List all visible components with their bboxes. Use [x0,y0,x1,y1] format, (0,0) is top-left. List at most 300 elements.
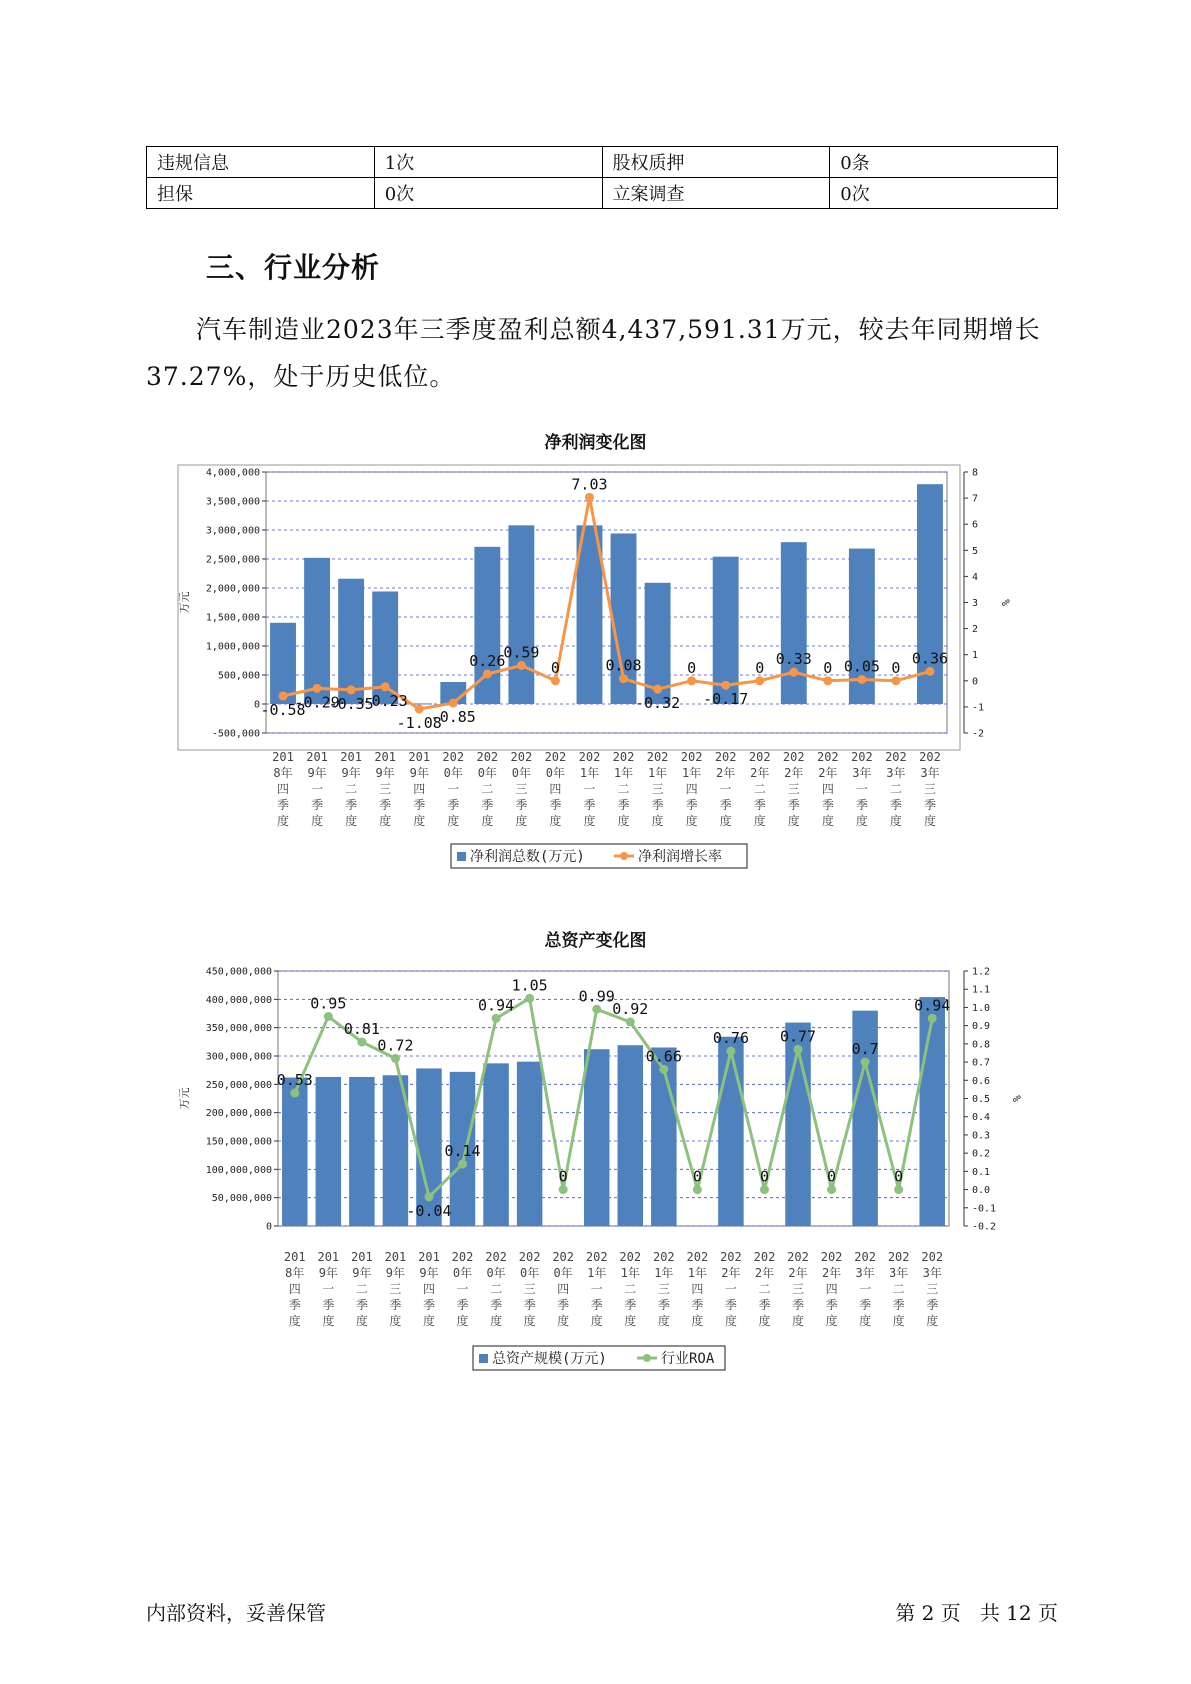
y-tick-label: 200,000,000 [205,1108,272,1120]
data-label: -0.58 [260,700,306,719]
line-point [894,1185,903,1194]
x-tick-label: 202 [510,750,533,764]
x-tick-label: 季 [379,798,392,812]
x-tick-label: 季 [753,798,766,812]
x-tick-label: 1年 [587,1266,607,1280]
x-tick-label: 202 [782,750,805,764]
x-tick-label: 季 [557,1298,570,1312]
x-tick-label: 三 [787,782,800,796]
table-cell: 立案调查 [602,178,830,209]
data-label: -0.23 [362,691,408,710]
y2-tick-label: 6 [972,519,979,531]
x-tick-label: 201 [408,750,431,764]
y-tick-label: 1,500,000 [205,612,260,624]
x-tick-label: 季 [657,1298,670,1312]
bar [316,1077,341,1226]
data-label: -0.04 [406,1201,452,1220]
y2-tick-label: 5 [972,545,979,557]
x-tick-label: 0年 [545,766,566,780]
y2-tick-label: 0.8 [972,1039,991,1051]
x-tick-label: 季 [311,798,324,812]
x-tick-label: 一 [724,1282,737,1296]
line-point [928,1014,937,1023]
line-point [760,1185,769,1194]
x-tick-label: 季 [685,798,698,812]
assets-chart [0,955,1191,1385]
footer-page-info: 第 2 页 共 12 页 [895,1601,1058,1625]
data-label: -0.35 [328,694,374,713]
x-tick-label: 202 [885,750,907,764]
y-tick-label: 3,500,000 [205,496,260,508]
x-tick-label: 201 [340,750,362,764]
data-label: 0.94 [478,996,515,1015]
y-tick-label: -500,000 [211,728,260,740]
x-tick-label: 一 [859,1282,872,1296]
line-point [592,1005,601,1014]
x-tick-label: 四 [685,782,698,796]
x-tick-label: 0年 [452,1266,473,1280]
legend-bar-swatch [479,1354,488,1363]
x-tick-label: 季 [288,1298,301,1312]
x-tick-label: 1年 [579,766,600,780]
data-label: 0.95 [310,994,347,1013]
bar [781,542,807,704]
x-tick-label: 3年 [889,1266,909,1280]
bar [618,1045,643,1226]
data-label: 0 [894,1167,904,1186]
x-tick-label: 季 [892,1298,905,1312]
x-tick-label: 季 [277,798,290,812]
table-cell: 0条 [830,147,1058,178]
x-tick-label: 季 [345,798,358,812]
x-tick-label: 2年 [821,1266,842,1280]
x-tick-label: 三 [389,1282,402,1296]
line-point [559,1185,568,1194]
x-tick-label: 9年 [307,766,327,780]
x-tick-label: 季 [724,1298,737,1312]
x-tick-label: 3年 [852,766,872,780]
data-label: -0.85 [430,707,476,726]
y2-tick-label: 0.5 [972,1094,991,1105]
x-tick-label: 度 [422,1314,435,1328]
x-tick-label: 202 [680,750,703,764]
x-tick-label: 度 [515,814,528,828]
x-tick-label: 202 [485,1250,507,1264]
x-tick-label: 四 [422,1282,435,1296]
x-tick-label: 三 [923,782,936,796]
x-tick-label: 202 [686,1250,709,1264]
legend-line-marker [620,852,628,860]
line-point [551,676,560,685]
x-tick-label: 季 [825,1298,838,1312]
x-tick-label: 度 [583,814,596,828]
x-tick-label: 季 [322,1298,335,1312]
line-point [279,691,288,700]
x-tick-label: 度 [892,1314,905,1328]
line-point [449,698,458,707]
line-point [653,685,662,694]
x-tick-label: 一 [447,782,460,796]
y2-tick-label: 1 [972,650,979,662]
x-tick-label: 四 [549,782,562,796]
x-tick-label: 201 [306,750,328,764]
line-point [391,1054,400,1063]
x-tick-label: 度 [859,1314,872,1328]
x-tick-label: 度 [322,1314,335,1328]
x-tick-label: 度 [691,1314,704,1328]
x-tick-label: 度 [288,1314,301,1328]
x-tick-label: 2年 [818,766,838,780]
line-point [585,493,594,502]
data-label: 0 [692,1167,702,1186]
x-tick-label: 季 [792,1298,805,1312]
data-label: 0.81 [343,1020,380,1039]
x-tick-label: 四 [821,782,834,796]
x-tick-label: 四 [288,1282,301,1296]
x-tick-label: 1年 [647,766,668,780]
x-tick-label: 季 [583,798,596,812]
x-tick-label: 四 [557,1282,570,1296]
line-point [324,1012,333,1021]
data-label: 0 [759,1167,769,1186]
x-tick-label: 度 [549,814,562,828]
x-tick-label: 202 [854,1250,876,1264]
x-tick-label: 202 [585,1250,608,1264]
x-tick-label: 季 [490,1298,503,1312]
x-tick-label: 季 [413,798,426,812]
bar [718,1037,743,1226]
x-tick-label: 202 [714,750,737,764]
x-tick-label: 9年 [409,766,429,780]
y-axis-title: 万元 [178,1087,191,1110]
y2-tick-label: 0.9 [972,1021,991,1033]
y2-tick-label: 4 [972,571,979,583]
x-tick-label: 度 [926,1314,939,1328]
x-tick-label: 202 [442,750,465,764]
x-tick-label: 度 [758,1314,771,1328]
data-label: 0.92 [612,1000,649,1018]
line-point [483,670,492,679]
x-tick-label: 季 [758,1298,771,1312]
y-tick-label: 2,500,000 [205,554,260,566]
x-tick-label: 季 [624,1298,637,1312]
x-tick-label: 季 [719,798,732,812]
y2-axis-title: % [999,599,1012,606]
info-table [146,146,1058,209]
x-tick-label: 三 [515,782,528,796]
x-tick-label: 度 [311,814,324,828]
x-tick-label: 9年 [375,766,395,780]
data-label: 0.14 [444,1142,481,1161]
x-tick-label: 一 [456,1282,469,1296]
x-tick-label: 0年 [443,766,463,780]
x-tick-label: 季 [855,798,868,812]
line-point [424,1192,433,1201]
x-tick-label: 季 [787,798,800,812]
x-tick-label: 季 [923,798,936,812]
x-tick-label: 季 [515,798,528,812]
profit-chart [0,455,1191,905]
x-tick-label: 201 [374,750,397,764]
x-tick-label: 度 [389,1314,402,1328]
x-tick-label: 201 [283,1250,306,1264]
x-tick-label: 9年 [352,1266,372,1280]
y2-tick-label: 1.0 [972,1002,991,1014]
line-point [861,1058,870,1067]
data-label: 0.59 [503,643,540,662]
x-tick-label: 度 [617,814,630,828]
y2-tick-label: 1.1 [972,984,991,996]
bar [584,1049,609,1226]
x-tick-label: 8年 [285,1266,305,1280]
data-label: -0.29 [294,693,340,712]
x-tick-label: 一 [855,782,868,796]
section-heading: 三、行业分析 [206,251,381,284]
data-label: -0.32 [634,694,681,713]
line-point [827,1185,836,1194]
y-tick-label: 150,000,000 [205,1136,272,1148]
line-point [693,1185,702,1194]
chart-title-assets: 总资产变化图 [544,931,647,951]
x-tick-label: 二 [624,1282,637,1296]
y-tick-label: 2,000,000 [205,583,260,595]
line-point [492,1014,501,1023]
data-label: 0 [687,658,697,677]
x-tick-label: 二 [355,1282,368,1296]
x-tick-label: 2年 [788,1266,808,1280]
line-point [721,681,730,690]
x-tick-label: 度 [685,814,698,828]
y-tick-label: 300,000,000 [205,1051,272,1063]
x-tick-label: 度 [490,1314,503,1328]
x-tick-label: 度 [355,1314,368,1328]
x-tick-label: 季 [481,798,494,812]
x-tick-label: 1年 [613,766,634,780]
x-tick-label: 3年 [855,1266,875,1280]
x-tick-label: 二 [753,782,766,796]
x-tick-label: 一 [590,1282,603,1296]
x-tick-label: 季 [389,1298,402,1312]
x-tick-label: 季 [926,1298,939,1312]
x-tick-label: 201 [272,750,294,764]
line-point [925,667,934,676]
y-tick-label: 4,000,000 [205,467,260,479]
table-cell: 股权质押 [602,147,830,178]
data-label: 0 [558,1167,568,1186]
x-tick-label: 二 [617,782,630,796]
y-tick-label: 0 [253,699,260,711]
x-tick-label: 1年 [620,1266,640,1280]
y2-tick-label: 3 [972,598,979,609]
x-tick-label: 3年 [886,766,906,780]
y2-tick-label: -0.2 [972,1221,997,1233]
x-tick-label: 度 [651,814,664,828]
legend-bar-label: 总资产规模(万元) [492,1351,607,1367]
line-point [891,676,900,685]
x-tick-label: 3年 [920,766,940,780]
y-tick-label: 350,000,000 [205,1023,272,1035]
line-point [626,1018,635,1027]
x-tick-label: 季 [422,1298,435,1312]
x-tick-label: 202 [451,1250,474,1264]
x-tick-label: 季 [549,798,562,812]
y-tick-label: 500,000 [217,670,260,682]
data-label: 0.72 [377,1036,414,1055]
x-tick-label: 一 [583,782,596,796]
bar [919,997,944,1226]
y-tick-label: 0 [265,1221,272,1233]
x-tick-label: 0年 [553,1266,573,1280]
line-point [517,661,526,670]
x-tick-label: 202 [851,750,873,764]
legend-line-marker [643,1354,651,1362]
line-point [755,676,764,685]
x-tick-label: 202 [652,1250,675,1264]
x-tick-label: 三 [792,1282,805,1296]
bar [508,525,534,704]
x-tick-label: 度 [456,1314,469,1328]
x-tick-label: 0年 [511,766,531,780]
x-tick-label: 2年 [784,766,804,780]
line-point [415,704,424,713]
data-label: 0.08 [605,656,642,675]
x-tick-label: 二 [889,782,902,796]
data-label: 0.26 [469,652,506,671]
x-tick-label: 0年 [477,766,497,780]
x-tick-label: 四 [691,1282,704,1296]
x-tick-label: 202 [619,1250,642,1264]
chart-title-profit: 净利润变化图 [544,433,647,453]
y-tick-label: 400,000,000 [205,994,272,1006]
table-row [147,147,1058,178]
y2-tick-label: -0.1 [972,1203,997,1215]
data-label: 0 [891,658,901,677]
x-tick-label: 9年 [385,1266,406,1280]
x-tick-label: 9年 [341,766,361,780]
x-tick-label: 202 [753,1250,776,1264]
x-tick-label: 202 [544,750,567,764]
y2-tick-label: 0.4 [972,1112,991,1124]
legend-line-label: 行业ROA [661,1351,715,1367]
x-tick-label: 202 [887,1250,910,1264]
y2-tick-label: 8 [972,467,979,479]
line-point [458,1160,467,1169]
x-tick-label: 202 [720,1250,742,1264]
x-tick-label: 季 [691,1298,704,1312]
x-tick-label: 202 [612,750,635,764]
line-point [357,1038,366,1047]
x-tick-label: 季 [651,798,664,812]
x-tick-label: 度 [753,814,766,828]
x-tick-label: 3年 [922,1266,942,1280]
y2-axis-title: % [1010,1095,1023,1102]
x-tick-label: 度 [787,814,800,828]
x-tick-label: 2年 [754,1266,775,1280]
x-tick-label: 二 [758,1282,771,1296]
y2-tick-label: 0.6 [972,1075,991,1087]
bar [483,1063,508,1226]
x-tick-label: 度 [277,814,290,828]
data-label: 0 [550,658,560,677]
x-tick-label: 202 [787,1250,809,1264]
y-tick-label: 100,000,000 [205,1164,272,1176]
x-tick-label: 度 [447,814,460,828]
data-label: 0.66 [645,1047,682,1066]
x-tick-label: 202 [476,750,499,764]
x-tick-label: 201 [418,1250,440,1264]
x-tick-label: 度 [481,814,494,828]
data-label: 0.53 [276,1071,313,1090]
data-label: 0.99 [578,987,615,1006]
x-tick-label: 9年 [419,1266,439,1280]
x-tick-label: 202 [748,750,771,764]
line-point [823,676,832,685]
line-point [290,1089,299,1098]
x-tick-label: 202 [820,1250,843,1264]
line-point [857,675,866,684]
line-point [794,1045,803,1054]
legend-bar-label: 净利润总数(万元) [470,849,585,865]
x-tick-label: 度 [624,1314,637,1328]
x-tick-label: 三 [523,1282,536,1296]
data-label: 0 [823,658,833,677]
x-tick-label: 一 [719,782,732,796]
x-tick-label: 三 [651,782,664,796]
y2-tick-label: 0.7 [972,1057,991,1069]
y-tick-label: 50,000,000 [211,1193,272,1205]
x-tick-label: 2年 [716,766,736,780]
data-label: 0.05 [843,657,880,676]
x-tick-label: 201 [317,1250,340,1264]
y2-tick-label: 7 [972,493,979,505]
x-tick-label: 季 [590,1298,603,1312]
x-tick-label: 四 [825,1282,838,1296]
x-tick-label: 季 [447,798,460,812]
x-tick-label: 度 [825,1314,838,1328]
table-row [147,178,1058,209]
x-tick-label: 202 [578,750,601,764]
data-label: -0.17 [703,690,749,709]
data-label: 0 [827,1167,837,1186]
y-tick-label: 1,000,000 [205,641,260,653]
x-tick-label: 度 [821,814,834,828]
x-tick-label: 9年 [318,1266,338,1280]
line-point [726,1047,735,1056]
x-tick-label: 二 [481,782,494,796]
x-tick-label: 度 [523,1314,536,1328]
x-tick-label: 季 [456,1298,469,1312]
section-paragraph: 汽车制造业2023年三季度盈利总额4,437,591.31万元，较去年同期增长37.27%，处于历史低位。 [146,315,1041,391]
x-tick-label: 0年 [486,1266,506,1280]
table-cell: 0次 [830,178,1058,209]
table-cell: 0次 [374,178,602,209]
x-tick-label: 度 [345,814,358,828]
x-tick-label: 季 [859,1298,872,1312]
x-tick-label: 202 [919,750,941,764]
y2-tick-label: 0.1 [972,1166,991,1178]
table-cell: 担保 [147,178,375,209]
bar [282,1078,307,1226]
data-label: 0.94 [914,996,951,1015]
data-label: 0.76 [712,1029,749,1048]
legend-line-label: 净利润增长率 [638,849,722,865]
x-tick-label: 度 [792,1314,805,1328]
x-tick-label: 202 [552,1250,575,1264]
x-tick-label: 季 [821,798,834,812]
x-tick-label: 度 [719,814,732,828]
legend-bar-swatch [457,852,466,861]
data-label: -1.08 [396,713,442,732]
